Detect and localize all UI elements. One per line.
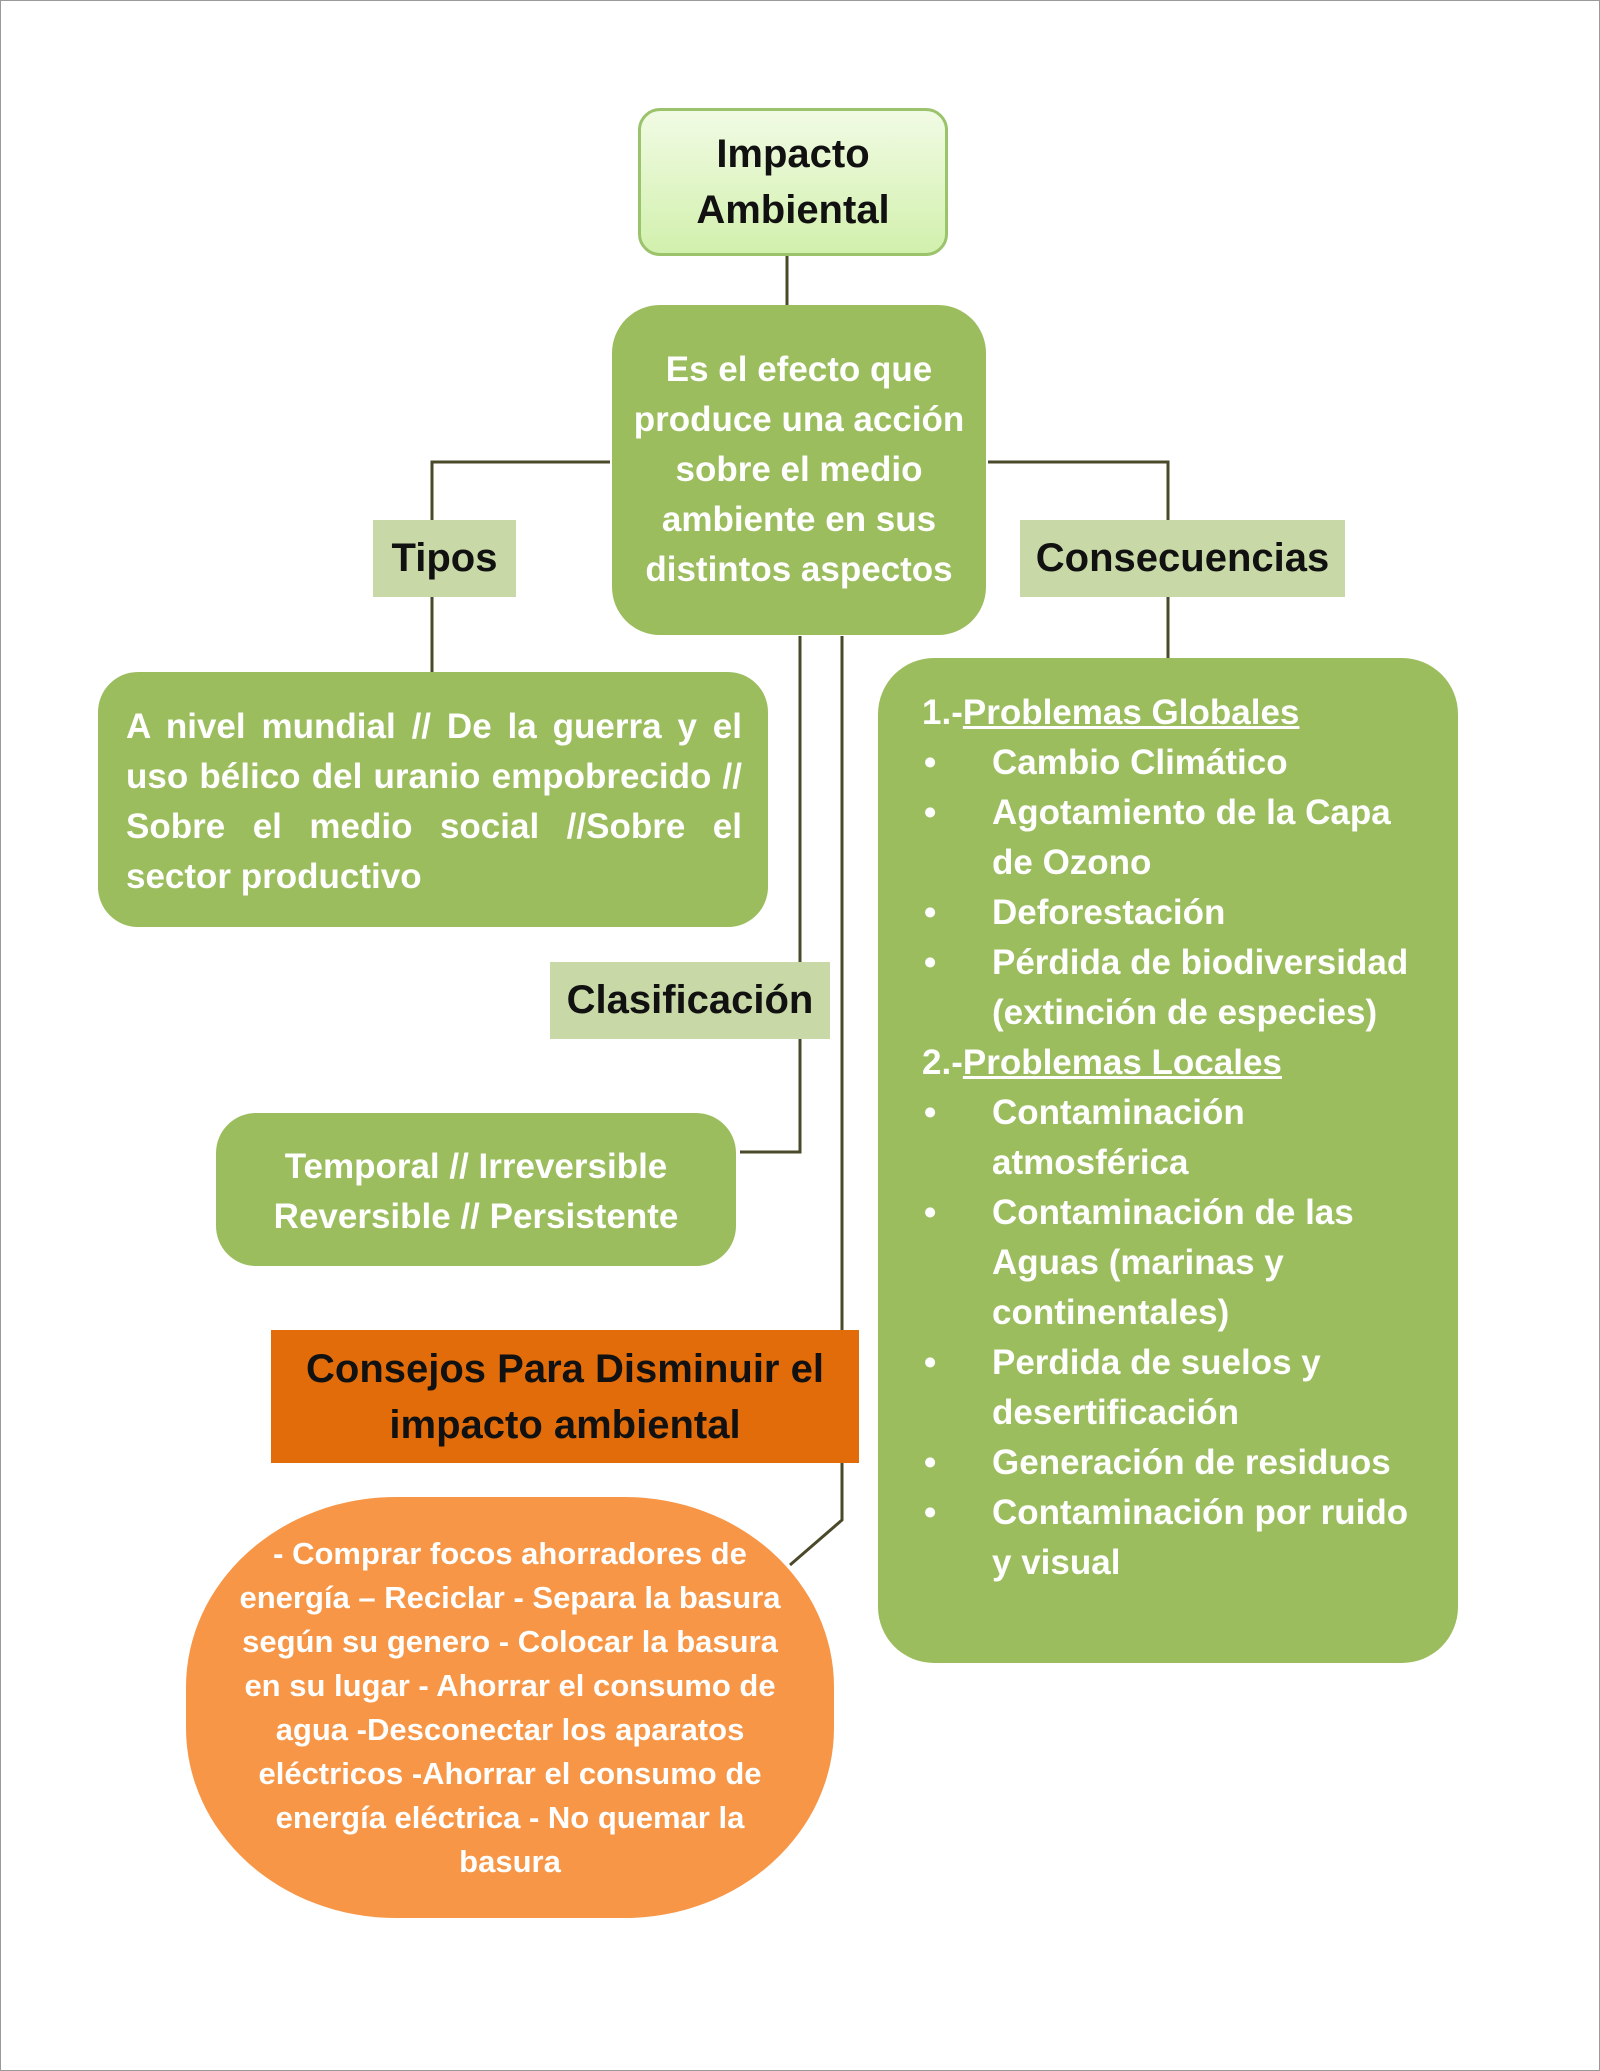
list-item: • Generación de residuos bbox=[922, 1438, 1458, 1488]
connector-definition-tipos bbox=[432, 462, 610, 520]
global-heading bbox=[922, 688, 1458, 738]
tipos-text: A nivel mundial // De la guerra y el uso bélico del uranio empobrecido // Sobre el medio social //Sobre el sector productivo bbox=[126, 707, 742, 896]
consejos-text: - Comprar focos ahorradores de energía – Reciclar - Separa la basura según su genero - Colocar la basura en su lugar - Ahorrar el consumo de agua -Desconectar los aparatos eléctricos -Ahorrar el consumo de energía eléctrica - No quemar la basura bbox=[239, 1535, 781, 1879]
local-prefix: 2.- bbox=[922, 1043, 963, 1082]
clasificacion-line-1: Temporal // Irreversible bbox=[284, 1146, 668, 1186]
definition-text: Es el efecto que produce una acción sobre el medio ambiente en sus distintos aspectos bbox=[633, 350, 965, 589]
definition-node bbox=[612, 305, 986, 635]
clasificacion-node bbox=[216, 1113, 736, 1266]
consejos-node bbox=[186, 1497, 834, 1918]
global-list bbox=[922, 738, 1458, 1038]
consejos-label-text: Consejos Para Disminuir el impacto ambiental bbox=[306, 1346, 824, 1447]
consecuencias-label bbox=[1020, 520, 1345, 597]
global-heading-text: Problemas Globales bbox=[962, 693, 1300, 732]
tipos-label bbox=[373, 520, 516, 597]
global-prefix: 1.- bbox=[922, 693, 963, 732]
list-item: • Contaminación por ruido y visual bbox=[922, 1488, 1458, 1588]
consejos-label bbox=[271, 1330, 859, 1463]
tipos-label-text: Tipos bbox=[391, 536, 498, 580]
title-node bbox=[638, 108, 948, 256]
list-item: • Deforestación bbox=[922, 888, 1458, 938]
list-item: • Pérdida de biodiversidad (extinción de especies) bbox=[922, 938, 1458, 1038]
clasificacion-label bbox=[550, 962, 830, 1039]
connector-definition-consecuencias bbox=[988, 462, 1168, 520]
list-item: • Agotamiento de la Capa de Ozono bbox=[922, 788, 1458, 888]
list-item: • Perdida de suelos y desertificación bbox=[922, 1338, 1458, 1438]
title-text: Impacto Ambiental bbox=[696, 132, 890, 232]
tipos-node bbox=[98, 672, 768, 927]
list-item: • Contaminación atmosférica bbox=[922, 1088, 1458, 1188]
local-heading-text: Problemas Locales bbox=[962, 1043, 1282, 1082]
clasificacion-label-text: Clasificación bbox=[566, 978, 814, 1022]
list-item: • Cambio Climático bbox=[922, 738, 1458, 788]
clasificacion-line-2: Reversible // Persistente bbox=[273, 1196, 679, 1236]
local-list bbox=[922, 1088, 1458, 1588]
local-heading bbox=[922, 1038, 1458, 1088]
consecuencias-label-text: Consecuencias bbox=[1035, 536, 1330, 580]
list-item: • Contaminación de las Aguas (marinas y continentales) bbox=[922, 1188, 1458, 1338]
consecuencias-node bbox=[878, 658, 1458, 1663]
